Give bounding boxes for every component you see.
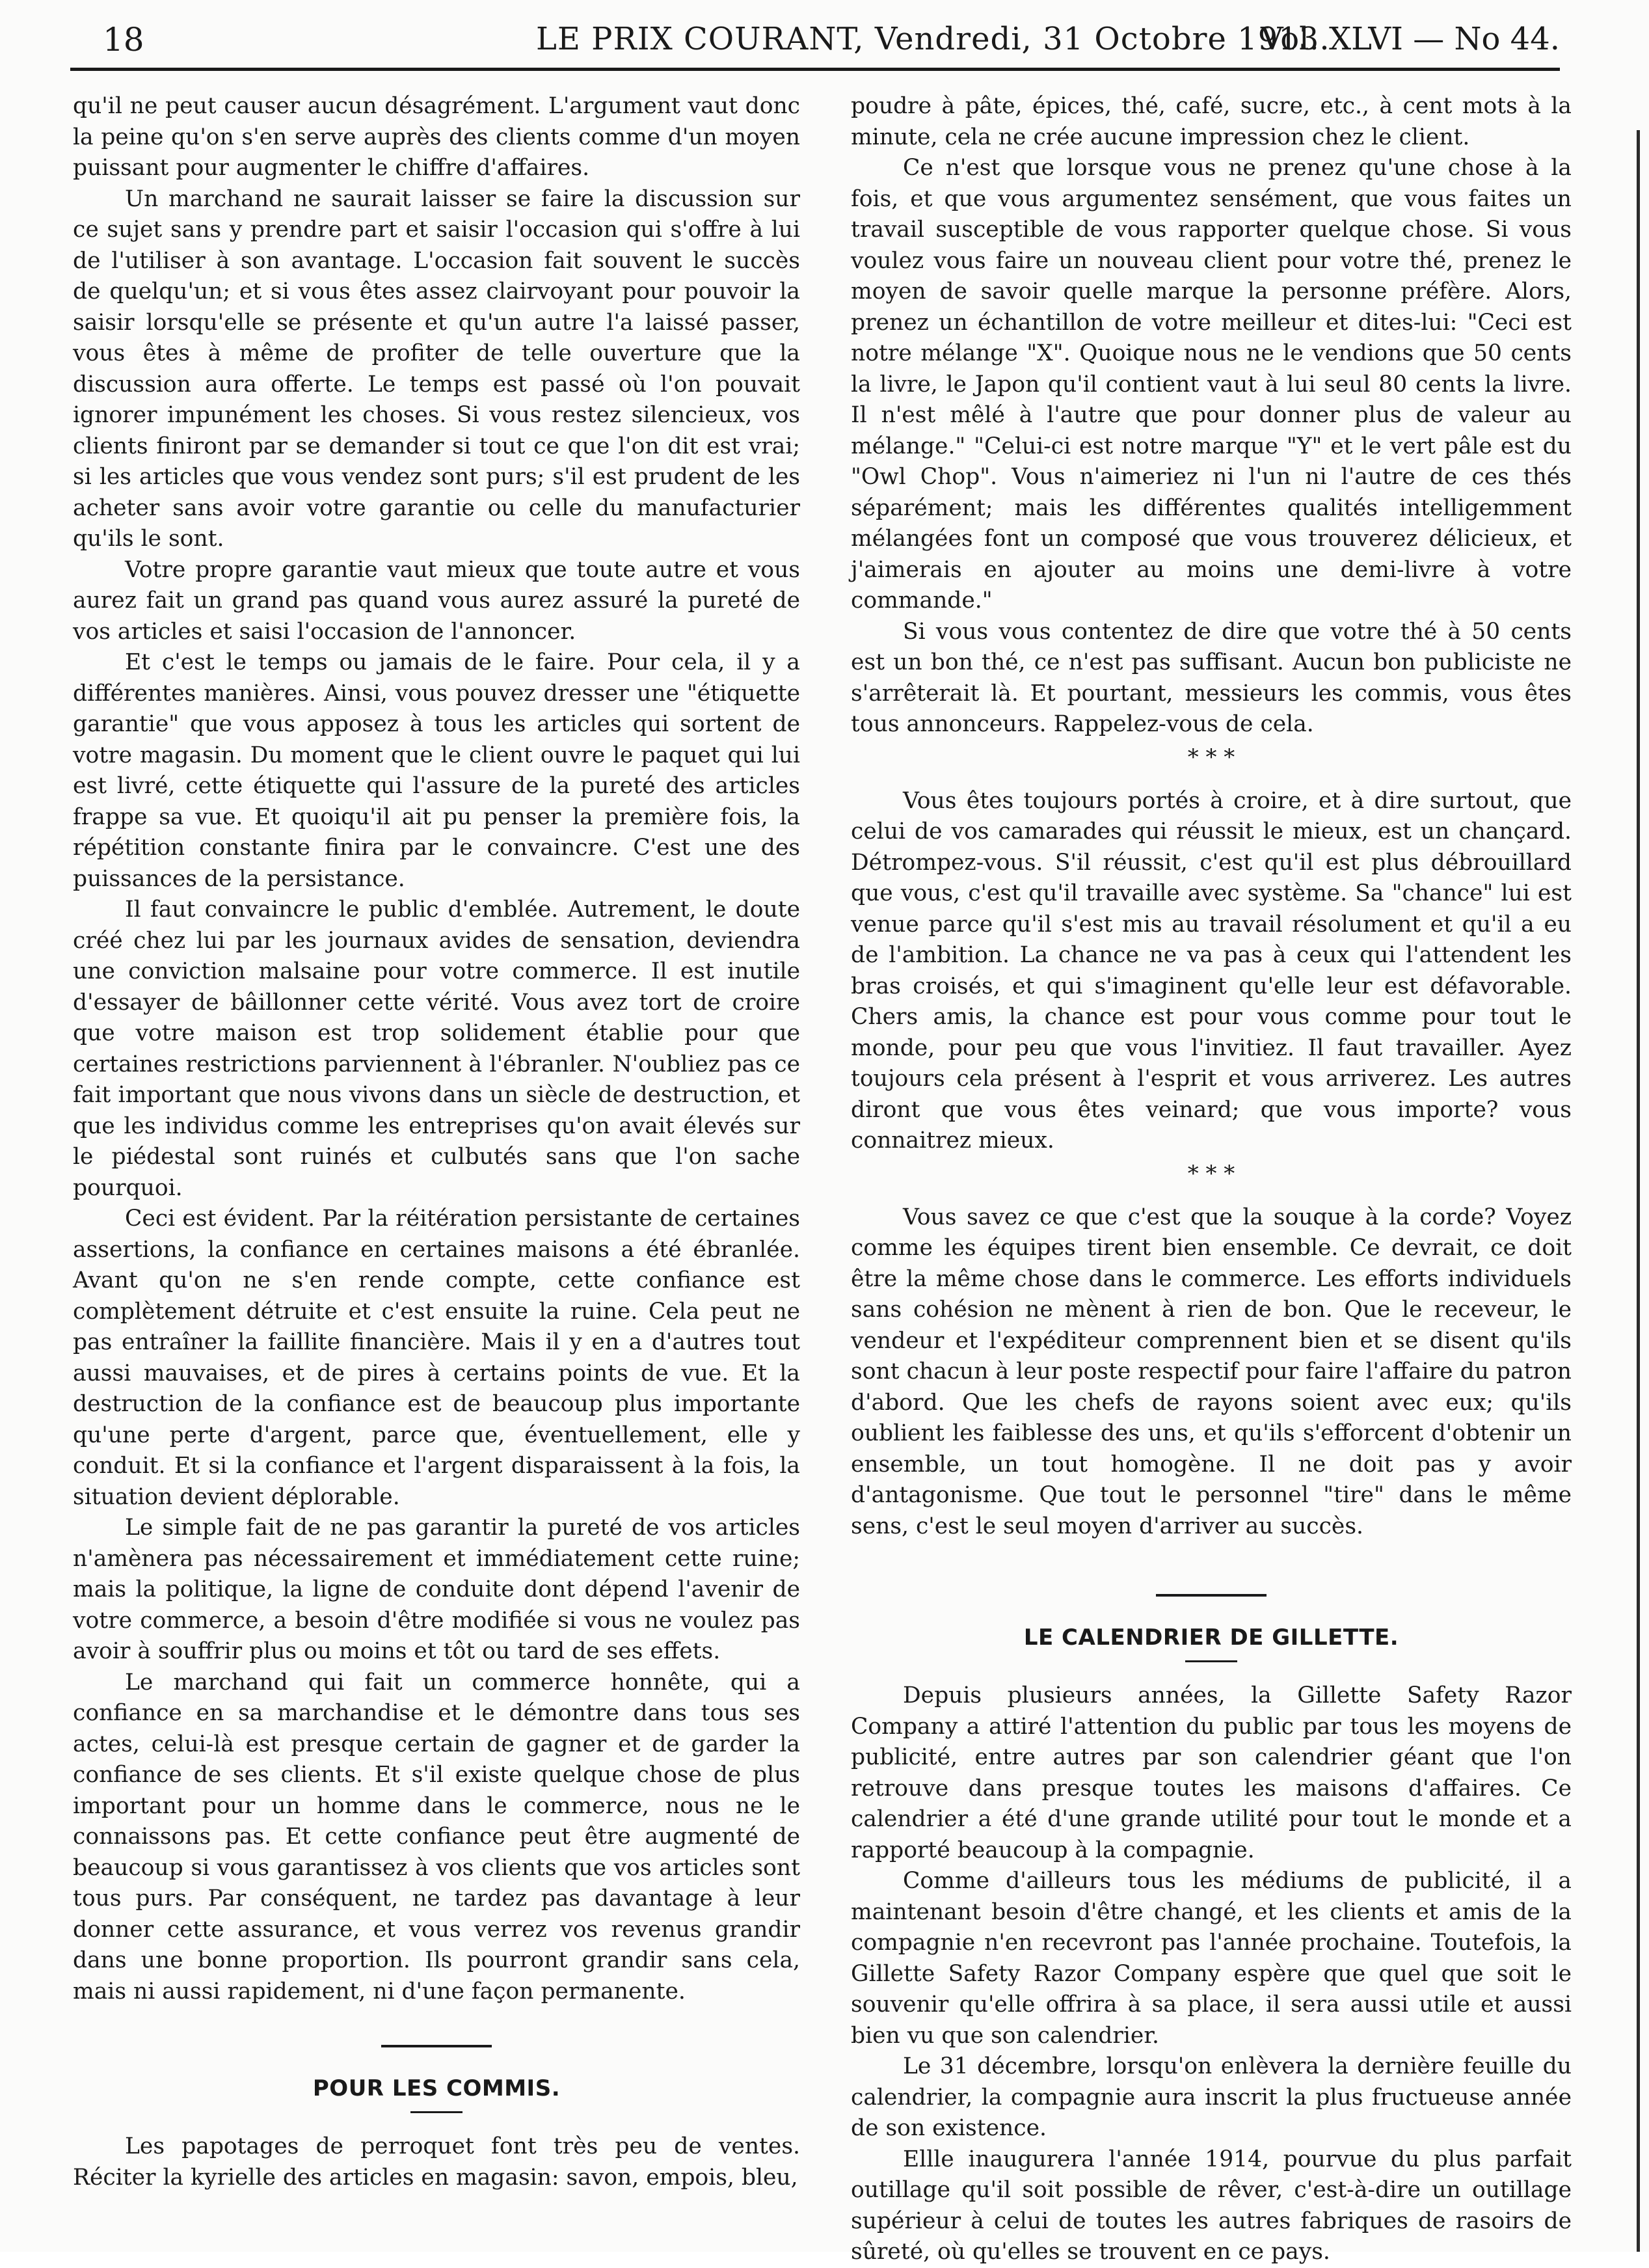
paragraph: Un marchand ne saurait laisser se faire la discussion sur ce sujet sans y prendre part et saisir l'occasion qui s'offre à lui de l'utiliser à son avantage. L'occasion fait souvent le succès de quelqu'un; et si vous êtes assez clairvoyant pour pouvoir la saisir lorsqu'elle se présente et qu'un autre l'a laissé passer, vous êtes à même de profiter de telle ouverture que la discussion aura offerte. Le temps est passé où l'on pouvait ignorer impunément les choses. Si vous restez silencieux, vos clients finiront par se demander si tout ce que l'on dit est vrai; si les articles que vous vendez sont purs; s'il est prudent de les acheter sans avoir votre garantie ou celle du manufacturier qu'ils le sont. — [73, 185, 800, 552]
paragraph: Ceci est évident. Par la réitération persistante de certaines assertions, la confiance en certaines maisons a été ébranlée. Avant qu'on ne s'en rende compte, cette confiance est complètement détruite et c'est ensuite la ruine. Cela peut ne pas entraîner la faillite financière. Mais il y en a d'autres tout aussi mauvaises, et de pires à certains points de vue. Et la destruction de la confiance est de beaucoup plus importante qu'une perte d'argent, parce que, éventuellement, elle y conduit. Et si la confiance et l'argent disparaissent à la fois, la situation devient déplorable. — [73, 1206, 800, 1510]
paragraph: Les papotages de perroquet font très peu de ventes. Réciter la kyrielle des articles en magasin: savon, empois, bleu, — [73, 2133, 800, 2191]
section-divider — [1156, 1594, 1267, 1597]
paragraph: Il faut convaincre le public d'emblée. Autrement, le doute créé chez lui par les journaux avides de sensation, deviendra une conviction malsaine pour votre commerce. Il est inutile d'essayer de bâillonner cette vérité. Vous avez tort de croire que votre maison est trop solidement établie pour que certaines restrictions parviennent à l'ébranler. N'oubliez pas ce fait important que nous vivons dans un siècle de destruction, et que les individus comme les entreprises qu'on avait élevés sur le piédestal sont ruinés et culbutés sans que l'on sache pourquoi. — [73, 897, 800, 1201]
asterism-text: * * * — [1187, 1160, 1235, 1187]
paragraph: Vous savez ce que c'est que la souque à la corde? Voyez comme les équipes tirent bien ensemble. Ce devrait, ce doit être la même chose dans le commerce. Les efforts individuels sans cohésion ne mènent à rien de bon. Que le receveur, le vendeur et l'expéditeur comprennent bien et se disent qu'ils sont chacun à leur poste respectif pour faire l'affaire du patron d'abord. Que les chefs de rayons soient avec eux; qu'ils oublient les faiblesse des uns, et qu'ils s'efforcent d'obtenir un ensemble, un tout homogène. Il ne doit pas y avoir d'antagonisme. Que tout le personnel "tire" dans le même sens, c'est le seul moyen d'arriver au succès. — [851, 1204, 1572, 1539]
section-title-pour-les-commis: POUR LES COMMIS. — [312, 2075, 561, 2101]
asterism-separator — [851, 1157, 1572, 1202]
paragraph: Ellle inaugurera l'année 1914, pourvue du plus parfait outillage qu'il soit possible de rêver, c'est-à-dire un outillage supérieur à celui de toutes les autres fabriques de rasoirs de sûreté, où qu'elles se trouvent en ce pays. — [851, 2146, 1572, 2265]
title-underline — [410, 2111, 463, 2113]
binding-edge — [1637, 130, 1640, 2252]
paragraph: Vous êtes toujours portés à croire, et à dire surtout, que celui de vos camarades qui réussit le mieux, est un chançard. Détrompez-vous. S'il réussit, c'est qu'il est plus débrouillard que vous, c'est qu'il travaille avec système. Sa "chance" lui est venue parce qu'il s'est mis au travail résolument et qu'il a eu de l'ambition. La chance ne va pas à ceux qui l'attendent les bras croisés, et qui s'imaginent qu'elle leur est défavorable. Chers amis, la chance est pour vous comme pour tout le monde, pour peu que vous l'invitiez. Il faut travailler. Ayez toujours cela présent à l'esprit et vous arriverez. Les autres diront que vous êtes veinard; que vous importe? vous connaitrez mieux. — [851, 787, 1572, 1154]
paragraph: Votre propre garantie vaut mieux que toute autre et vous aurez fait un grand pas quand vous aurez assuré la pureté de vos articles et saisi l'occasion de l'annoncer. — [73, 556, 800, 645]
page-header — [70, 21, 1560, 66]
paragraph: Le simple fait de ne pas garantir la pureté de vos articles n'amènera pas nécessairement et immédiatement cette ruine; mais la politique, la ligne de conduite dont dépend l'avenir de votre commerce, a besoin d'être modifiée si vous ne voulez pas avoir à souffrir plus ou moins et tôt ou tard de ses effets. — [73, 1515, 800, 1664]
title-underline — [1185, 1660, 1237, 1662]
section-title-calendrier-gillette: LE CALENDRIER DE GILLETTE. — [1023, 1625, 1399, 1651]
asterism-separator — [851, 740, 1572, 786]
paragraph: Si vous vous contentez de dire que votre thé à 50 cents est un bon thé, ce n'est pas suffisant. Aucun bon publiciste ne s'arrêterait là. Et pourtant, messieurs les commis, vous êtes tous annonceurs. Rappelez-vous de cela. — [851, 618, 1572, 737]
paragraph: Le 31 décembre, lorsqu'on enlèvera la dernière feuille du calendrier, la compagnie aura inscrit la plus fructueuse année de son existence. — [851, 2053, 1572, 2141]
paragraph: Depuis plusieurs années, la Gillette Safety Razor Company a attiré l'attention du public par tous les moyens de publicité, entre autres par son calendrier géant que l'on retrouve dans presque toutes les maisons d'affaires. Ce calendrier a été d'une grande utilité pour tout le monde et a rapporté beaucoup à la compagnie. — [851, 1682, 1572, 1863]
section-divider — [381, 2045, 492, 2047]
right-column — [851, 91, 1572, 2268]
publication-title: LE PRIX COURANT, Vendredi, 31 Octobre 1913. — [536, 21, 1330, 57]
paragraph: Le marchand qui fait un commerce honnête, qui a confiance en sa marchandise et le démontre dans tous ses actes, celui-là est presque certain de gagner et de garder la confiance de ses clients. Et s'il existe quelque chose de plus important pour un homme dans le commerce, nous ne le connaissons pas. Et cette confiance peut être augmenté de beaucoup si vous garantissez à vos clients que vos articles sont tous purs. Par conséquent, ne tardez pas davantage à leur donner cette assurance, et vous verrez vos revenus grandir dans une bonne proportion. Ils pourront grandir sans cela, mais ni aussi rapidement, ni d'une façon permanente. — [73, 1669, 800, 2005]
paragraph: Comme d'ailleurs tous les médiums de publicité, il a maintenant besoin d'être changé, et les clients et amis de la compagnie n'en recevront pas l'année prochaine. Toutefois, la Gillette Safety Razor Company espère que quel que soit le souvenir qu'elle offrira à sa place, il sera aussi utile et aussi bien vu que son calendrier. — [851, 1868, 1572, 2049]
volume-number: Vol. XLVI — No 44. — [1260, 21, 1560, 57]
paragraph: Et c'est le temps ou jamais de le faire. Pour cela, il y a différentes manières. Ainsi, vous pouvez dresser une "étiquette garantie" que vous apposez à tous les articles qui sortent de votre magasin. Du moment que le client ouvre le paquet qui lui est livré, cette étiquette qui l'assure de la pureté des articles frappe sa vue. Et quoiqu'il ait pu penser la première fois, la répétition constante finira par le convaincre. C'est une des puissances de la persistance. — [73, 649, 800, 892]
page-number: 18 — [103, 21, 144, 59]
left-column — [73, 91, 800, 2193]
header-rule — [70, 68, 1560, 71]
asterism-text: * * * — [1187, 744, 1235, 770]
paragraph: qu'il ne peut causer aucun désagrément. L'argument vaut donc la peine qu'on s'en serve auprès des clients comme d'un moyen puissant pour augmenter le chiffre d'affaires. — [73, 93, 800, 181]
paragraph: Ce n'est que lorsque vous ne prenez qu'une chose à la fois, et que vous argumentez sensément, que vous faites un travail susceptible de vous rapporter quelque chose. Si vous voulez vous faire un nouveau client pour votre thé, prenez le moyen de savoir quelle marque la personne préfère. Alors, prenez un échantillon de votre meilleur et dites-lui: "Ceci est notre mélange "X". Quoique nous ne le vendions que 50 cents la livre, le Japon qu'il contient vaut à lui seul 80 cents la livre. Il n'est mêlé à l'autre que pour donner plus de valeur au mélange." "Celui-ci est notre marque "Y" et le vert pâle est du "Owl Chop". Vous n'aimeriez ni l'un ni l'autre de ces thés séparément; mais les différentes qualités intelligemment mélangées font un composé que vous trouverez délicieux, et j'aimerais en ajouter au moins une demi-livre à votre commande." — [851, 155, 1572, 614]
paragraph: poudre à pâte, épices, thé, café, sucre, etc., à cent mots à la minute, cela ne crée aucune impression chez le client. — [851, 93, 1572, 150]
